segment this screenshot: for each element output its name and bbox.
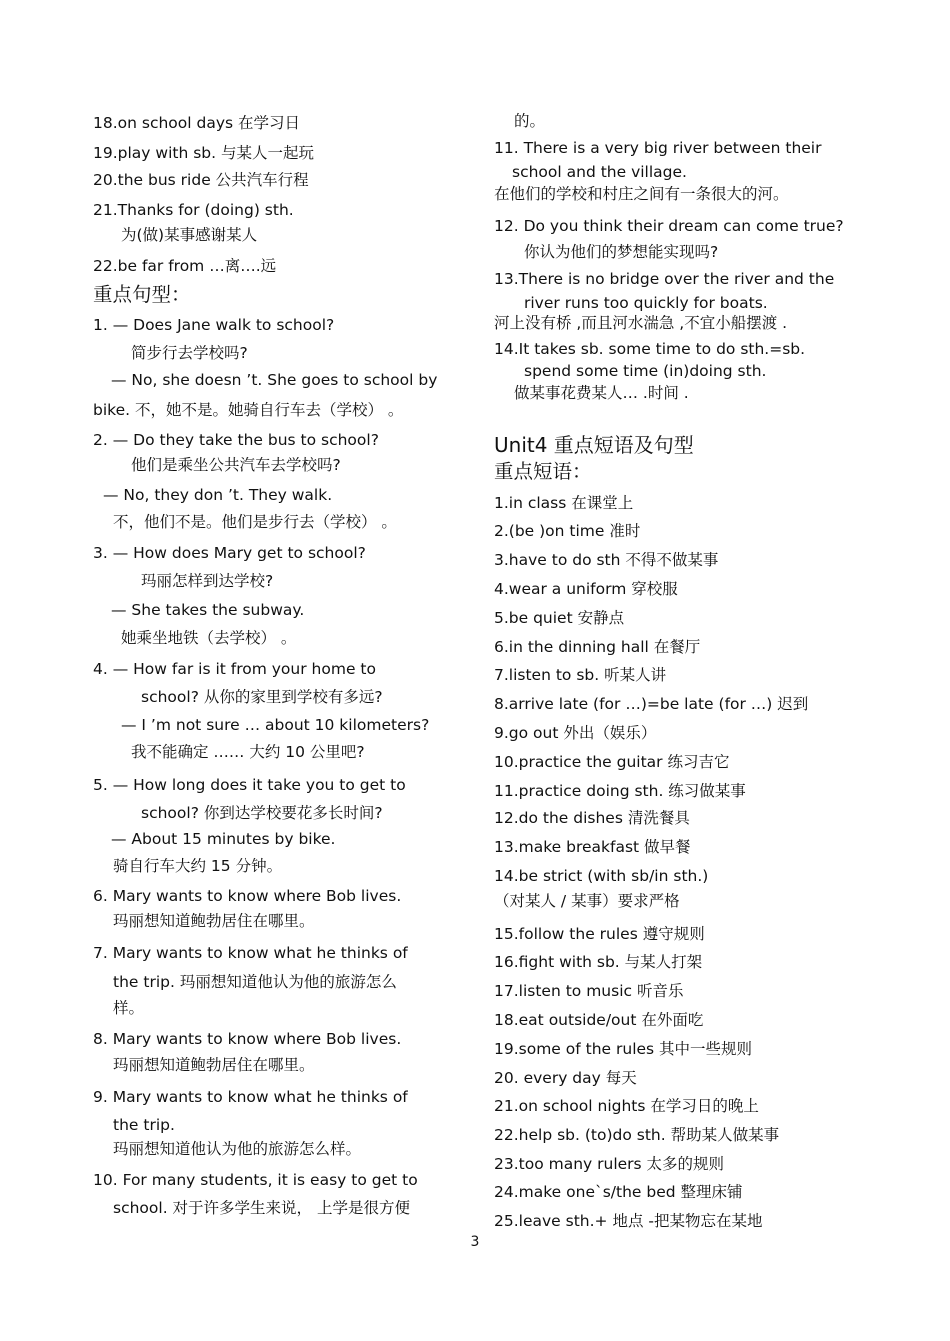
text-line: 11.practice doing sth. 练习做某事 <box>494 782 746 800</box>
text-line: 简步行去学校吗? <box>131 344 248 362</box>
text-line: 为(做)某事感谢某人 <box>121 226 258 244</box>
text-line: 做某事花费某人… .时间 . <box>514 384 689 402</box>
text-line: 她乘坐地铁（去学校） 。 <box>121 629 297 647</box>
text-line: 20.the bus ride 公共汽车行程 <box>93 171 309 189</box>
section-heading: 重点短语： <box>494 460 592 483</box>
text-line: 7. Mary wants to know what he thinks of <box>93 944 408 962</box>
text-line: 4. — How far is it from your home to <box>93 660 376 678</box>
text-line: 1. — Does Jane walk to school? <box>93 316 335 334</box>
text-line: spend some time (in)doing sth. <box>524 362 767 380</box>
text-line: 13.There is no bridge over the river and the <box>494 270 835 288</box>
text-line: — About 15 minutes by bike. <box>111 830 336 848</box>
text-line: 9. Mary wants to know what he thinks of <box>93 1088 408 1106</box>
text-line: 玛丽想知道鲍勃居住在哪里。 <box>113 1056 315 1074</box>
text-line: 24.make one`s/the bed 整理床铺 <box>494 1183 743 1201</box>
section-heading: 重点句型： <box>93 283 191 306</box>
text-line: bike. 不，她不是。她骑自行车去（学校） 。 <box>93 401 404 419</box>
text-line: 22.help sb. (to)do sth. 帮助某人做某事 <box>494 1126 780 1144</box>
text-line: 19.some of the rules 其中一些规则 <box>494 1040 753 1058</box>
text-line: 玛丽想知道鲍勃居住在哪里。 <box>113 912 315 930</box>
text-line: 10.practice the guitar 练习吉它 <box>494 753 730 771</box>
text-line: 16.fight with sb. 与某人打架 <box>494 953 703 971</box>
text-line: 在他们的学校和村庄之间有一条很大的河。 <box>494 185 789 203</box>
text-line: school? 从你的家里到学校有多远? <box>141 688 383 706</box>
text-line: 21.on school nights 在学习日的晚上 <box>494 1097 759 1115</box>
text-line: 15.follow the rules 遵守规则 <box>494 925 705 943</box>
text-line: 1.in class 在课堂上 <box>494 494 634 512</box>
text-line: 23.too many rulers 太多的规则 <box>494 1155 725 1173</box>
text-line: 18.on school days 在学习日 <box>93 114 301 132</box>
text-line: 18.eat outside/out 在外面吃 <box>494 1011 704 1029</box>
text-line: 6.in the dinning hall 在餐厅 <box>494 638 701 656</box>
page-number: 3 <box>470 1234 480 1250</box>
text-line: 13.make breakfast 做早餐 <box>494 838 691 856</box>
text-line: 8. Mary wants to know where Bob lives. <box>93 1030 402 1048</box>
text-line: 4.wear a uniform 穿校服 <box>494 580 678 598</box>
text-line: — I ’m not sure … about 10 kilometers? <box>121 716 430 734</box>
text-line: school and the village. <box>512 163 687 181</box>
text-line: 不，他们不是。他们是步行去（学校） 。 <box>113 513 397 531</box>
text-line: 12.do the dishes 清洗餐具 <box>494 809 690 827</box>
text-line: 2. — Do they take the bus to school? <box>93 431 379 449</box>
text-line: 8.arrive late (for …)=be late (for …) 迟到 <box>494 695 809 713</box>
text-line: 骑自行车大约 15 分钟。 <box>113 857 283 875</box>
text-line: 14.It takes sb. some time to do sth.=sb. <box>494 340 806 358</box>
text-line: 19.play with sb. 与某人一起玩 <box>93 144 314 162</box>
text-line: 20. every day 每天 <box>494 1069 637 1087</box>
text-line: — No, she doesn ’t. She goes to school by <box>111 371 438 389</box>
text-line: 14.be strict (with sb/in sth.) <box>494 867 709 885</box>
unit-heading: Unit4 重点短语及句型 <box>494 433 694 457</box>
text-line: 他们是乘坐公共汽车去学校吗? <box>131 456 341 474</box>
text-line: the trip. <box>113 1116 175 1134</box>
text-line: 的。 <box>514 112 546 130</box>
text-line: 3.have to do sth 不得不做某事 <box>494 551 719 569</box>
text-line: 5.be quiet 安静点 <box>494 609 625 627</box>
text-line: the trip. 玛丽想知道他认为他的旅游怎么 <box>113 973 397 991</box>
text-line: 5. — How long does it take you to get to <box>93 776 406 794</box>
text-line: 11. There is a very big river between their <box>494 139 822 157</box>
text-line: 9.go out 外出（娱乐） <box>494 724 657 742</box>
text-line: 样。 <box>113 999 145 1017</box>
text-line: 22.be far from …离….远 <box>93 257 277 275</box>
text-line: river runs too quickly for boats. <box>524 294 768 312</box>
text-line: 10. For many students, it is easy to get to <box>93 1171 418 1189</box>
text-line: — No, they don ’t. They walk. <box>103 486 333 504</box>
text-line: 7.listen to sb. 听某人讲 <box>494 666 667 684</box>
text-line: 玛丽怎样到达学校? <box>141 572 274 590</box>
text-line: 6. Mary wants to know where Bob lives. <box>93 887 402 905</box>
text-line: 你认为他们的梦想能实现吗? <box>524 243 719 261</box>
text-line: school? 你到达学校要花多长时间? <box>141 804 383 822</box>
text-line: 3. — How does Mary get to school? <box>93 544 366 562</box>
text-line: 玛丽想知道他认为他的旅游怎么样。 <box>113 1140 362 1158</box>
text-line: （对某人 / 某事）要求严格 <box>494 892 680 910</box>
text-line: 12. Do you think their dream can come true? <box>494 217 844 235</box>
text-line: 25.leave sth.+ 地点 -把某物忘在某地 <box>494 1212 763 1230</box>
text-line: school. 对于许多学生来说， 上学是很方便 <box>113 1199 410 1217</box>
text-line: 河上没有桥 ,而且河水湍急 ,不宜小船摆渡 . <box>494 314 788 332</box>
text-line: 21.Thanks for (doing) sth. <box>93 201 294 219</box>
text-line: 2.(be )on time 准时 <box>494 522 641 540</box>
text-line: 我不能确定 …… 大约 10 公里吧? <box>131 743 365 761</box>
text-line: 17.listen to music 听音乐 <box>494 982 684 1000</box>
text-line: — She takes the subway. <box>111 601 305 619</box>
